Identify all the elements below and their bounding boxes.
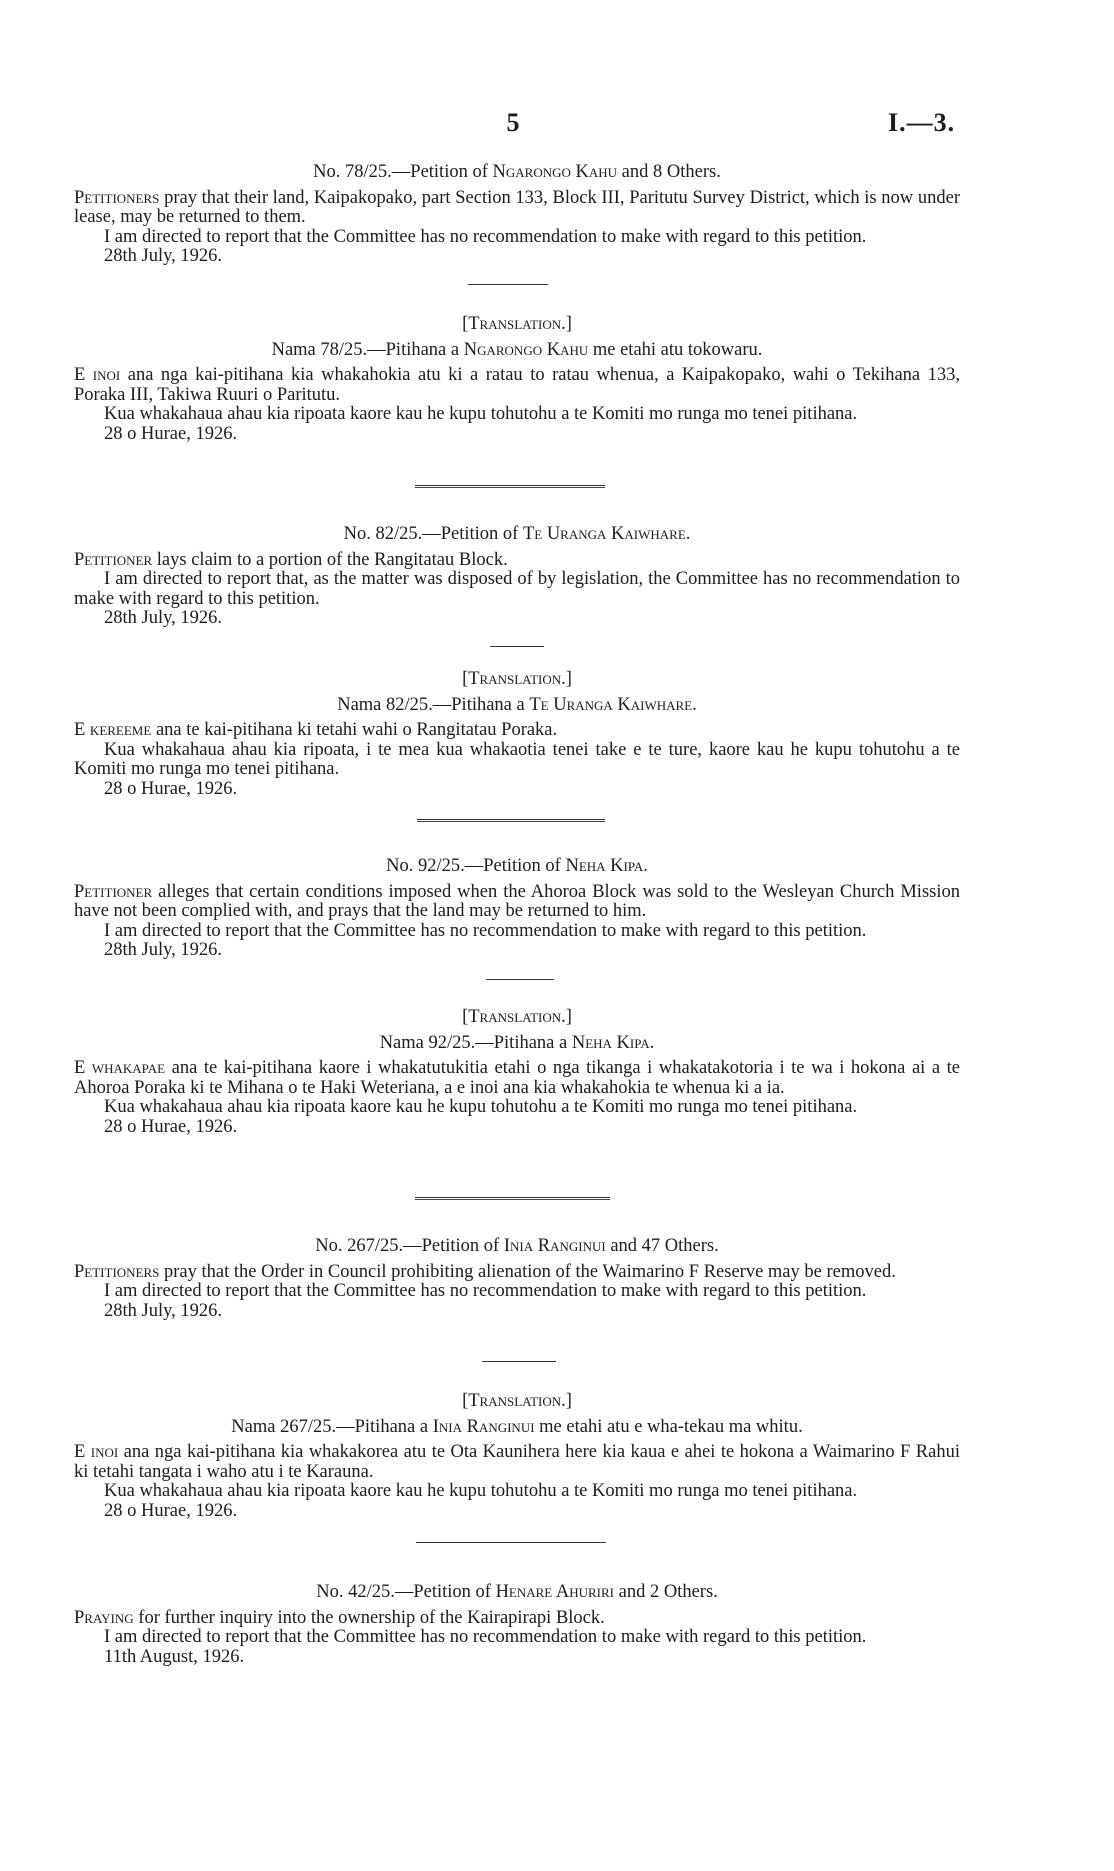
section-divider [417, 819, 605, 820]
report-date: 11th August, 1926. [104, 1646, 245, 1667]
translation-267-25 [74, 1392, 960, 1521]
translation-82-25 [74, 670, 960, 799]
translation-date: 28 o Hurae, 1926. [104, 1116, 238, 1137]
translation-label: [Translation.] [462, 1007, 572, 1027]
translation-report: Kua whakahaua ahau kia ripoata, i te mea kua whakaotia tenei take e te ture, kaore kau he kupu tohutohu a te Komiti mo runga mo tenei pitihana. [74, 739, 960, 779]
petition-title: No. 82/25.—Petition of Te Uranga Kaiwhare. [343, 524, 691, 544]
section-divider [415, 1197, 610, 1198]
translation-summary: E whakapae ana te kai-pitihana kaore i whakatutukitia etahi o nga tikanga i whakatakotoria i te wa i hokona ai a te Ahoroa Poraka ki te Mihana o te Haki Weteriana, a e inoi ana kia whakahokia te whenua ki a ia. [74, 1058, 960, 1098]
committee-report: I am directed to report that the Committee has no recommendation to make with regard to this petition. [104, 1281, 867, 1301]
translation-label: [Translation.] [462, 314, 572, 334]
petition-title: No. 92/25.—Petition of Neha Kipa. [386, 856, 648, 876]
petition-78-25 [74, 163, 960, 267]
divider [468, 284, 548, 285]
petition-267-25 [74, 1237, 960, 1321]
translation-92-25 [74, 1008, 960, 1137]
translation-summary: E kereeme ana te kai-pitihana ki tetahi wahi o Rangitatau Poraka. [74, 720, 558, 740]
petition-summary: Petitioners pray that their land, Kaipakopako, part Section 133, Block III, Paritutu Survey District, which is now under lease, may be returned to them. [74, 187, 960, 227]
petition-82-25 [74, 525, 960, 629]
report-date: 28th July, 1926. [104, 246, 223, 266]
translation-report: Kua whakahaua ahau kia ripoata kaore kau he kupu tohutohu a te Komiti mo runga mo tenei pitihana. [104, 1481, 858, 1501]
report-date: 28th July, 1926. [104, 608, 223, 628]
translation-date: 28 o Hurae, 1926. [104, 1500, 238, 1521]
petition-title: No. 78/25.—Petition of Ngarongo Kahu and 8 Others. [313, 162, 721, 182]
translation-title: Nama 78/25.—Pitihana a Ngarongo Kahu me etahi atu tokowaru. [271, 339, 763, 360]
translation-summary: E inoi ana nga kai-pitihana kia whakakorea atu te Ota Kaunihera here kia kaua e ahei te hokona a Waimarino F Rahui ki tetahi tangata i waho atu i te Karauna. [74, 1442, 960, 1482]
translation-label: [Translation.] [462, 1391, 572, 1411]
report-date: 28th July, 1926. [104, 940, 223, 960]
translation-label: [Translation.] [462, 669, 572, 689]
divider [486, 979, 554, 980]
petition-title: No. 42/25.—Petition of Henare Ahuriri and 2 Others. [316, 1582, 718, 1602]
divider [482, 1361, 556, 1362]
translation-title: Nama 82/25.—Pitihana a Te Uranga Kaiwhare. [337, 694, 697, 715]
petition-summary: Petitioner lays claim to a portion of the Rangitatau Block. [74, 549, 508, 570]
translation-date: 28 o Hurae, 1926. [104, 423, 238, 444]
petition-92-25 [74, 857, 960, 961]
petition-title: No. 267/25.—Petition of Inia Ranginui and 47 Others. [315, 1236, 719, 1256]
translation-report: Kua whakahaua ahau kia ripoata kaore kau he kupu tohutohu a te Komiti mo runga mo tenei pitihana. [104, 1097, 858, 1117]
petition-42-25 [74, 1583, 960, 1667]
report-date: 28th July, 1926. [104, 1300, 223, 1321]
committee-report: I am directed to report that the Committee has no recommendation to make with regard to this petition. [104, 1627, 867, 1647]
translation-report: Kua whakahaua ahau kia ripoata kaore kau he kupu tohutohu a te Komiti mo runga mo tenei pitihana. [104, 404, 858, 424]
translation-78-25 [74, 315, 960, 444]
page-number: 5 [506, 108, 520, 137]
petition-summary: Petitioners pray that the Order in Council prohibiting alienation of the Waimarino F Reserve may be removed. [74, 1261, 896, 1282]
committee-report: I am directed to report that the Committee has no recommendation to make with regard to this petition. [104, 920, 867, 941]
translation-title: Nama 92/25.—Pitihana a Neha Kipa. [379, 1032, 655, 1053]
translation-date: 28 o Hurae, 1926. [104, 778, 238, 799]
section-divider [415, 485, 605, 486]
translation-title: Nama 267/25.—Pitihana a Inia Ranginui me etahi atu e wha-tekau ma whitu. [231, 1416, 803, 1437]
petition-summary: Praying for further inquiry into the ownership of the Kairapirapi Block. [74, 1607, 605, 1628]
divider [490, 646, 544, 647]
section-divider [416, 1542, 606, 1543]
committee-report: I am directed to report that, as the matter was disposed of by legislation, the Committee has no recommendation to make with regard to this petition. [74, 569, 960, 609]
committee-report: I am directed to report that the Committee has no recommendation to make with regard to this petition. [104, 226, 867, 247]
petition-summary: Petitioner alleges that certain conditions imposed when the Ahoroa Block was sold to the Wesleyan Church Mission have not been complied with, and prays that the land may be returned to him. [74, 881, 960, 921]
translation-summary: E inoi ana nga kai-pitihana kia whakahokia atu ki a ratau to ratau whenua, a Kaipakopako, wahi o Tekihana 133, Poraka III, Takiwa Ruuri o Paritutu. [74, 365, 960, 405]
page-reference: I.—3. [888, 108, 956, 137]
